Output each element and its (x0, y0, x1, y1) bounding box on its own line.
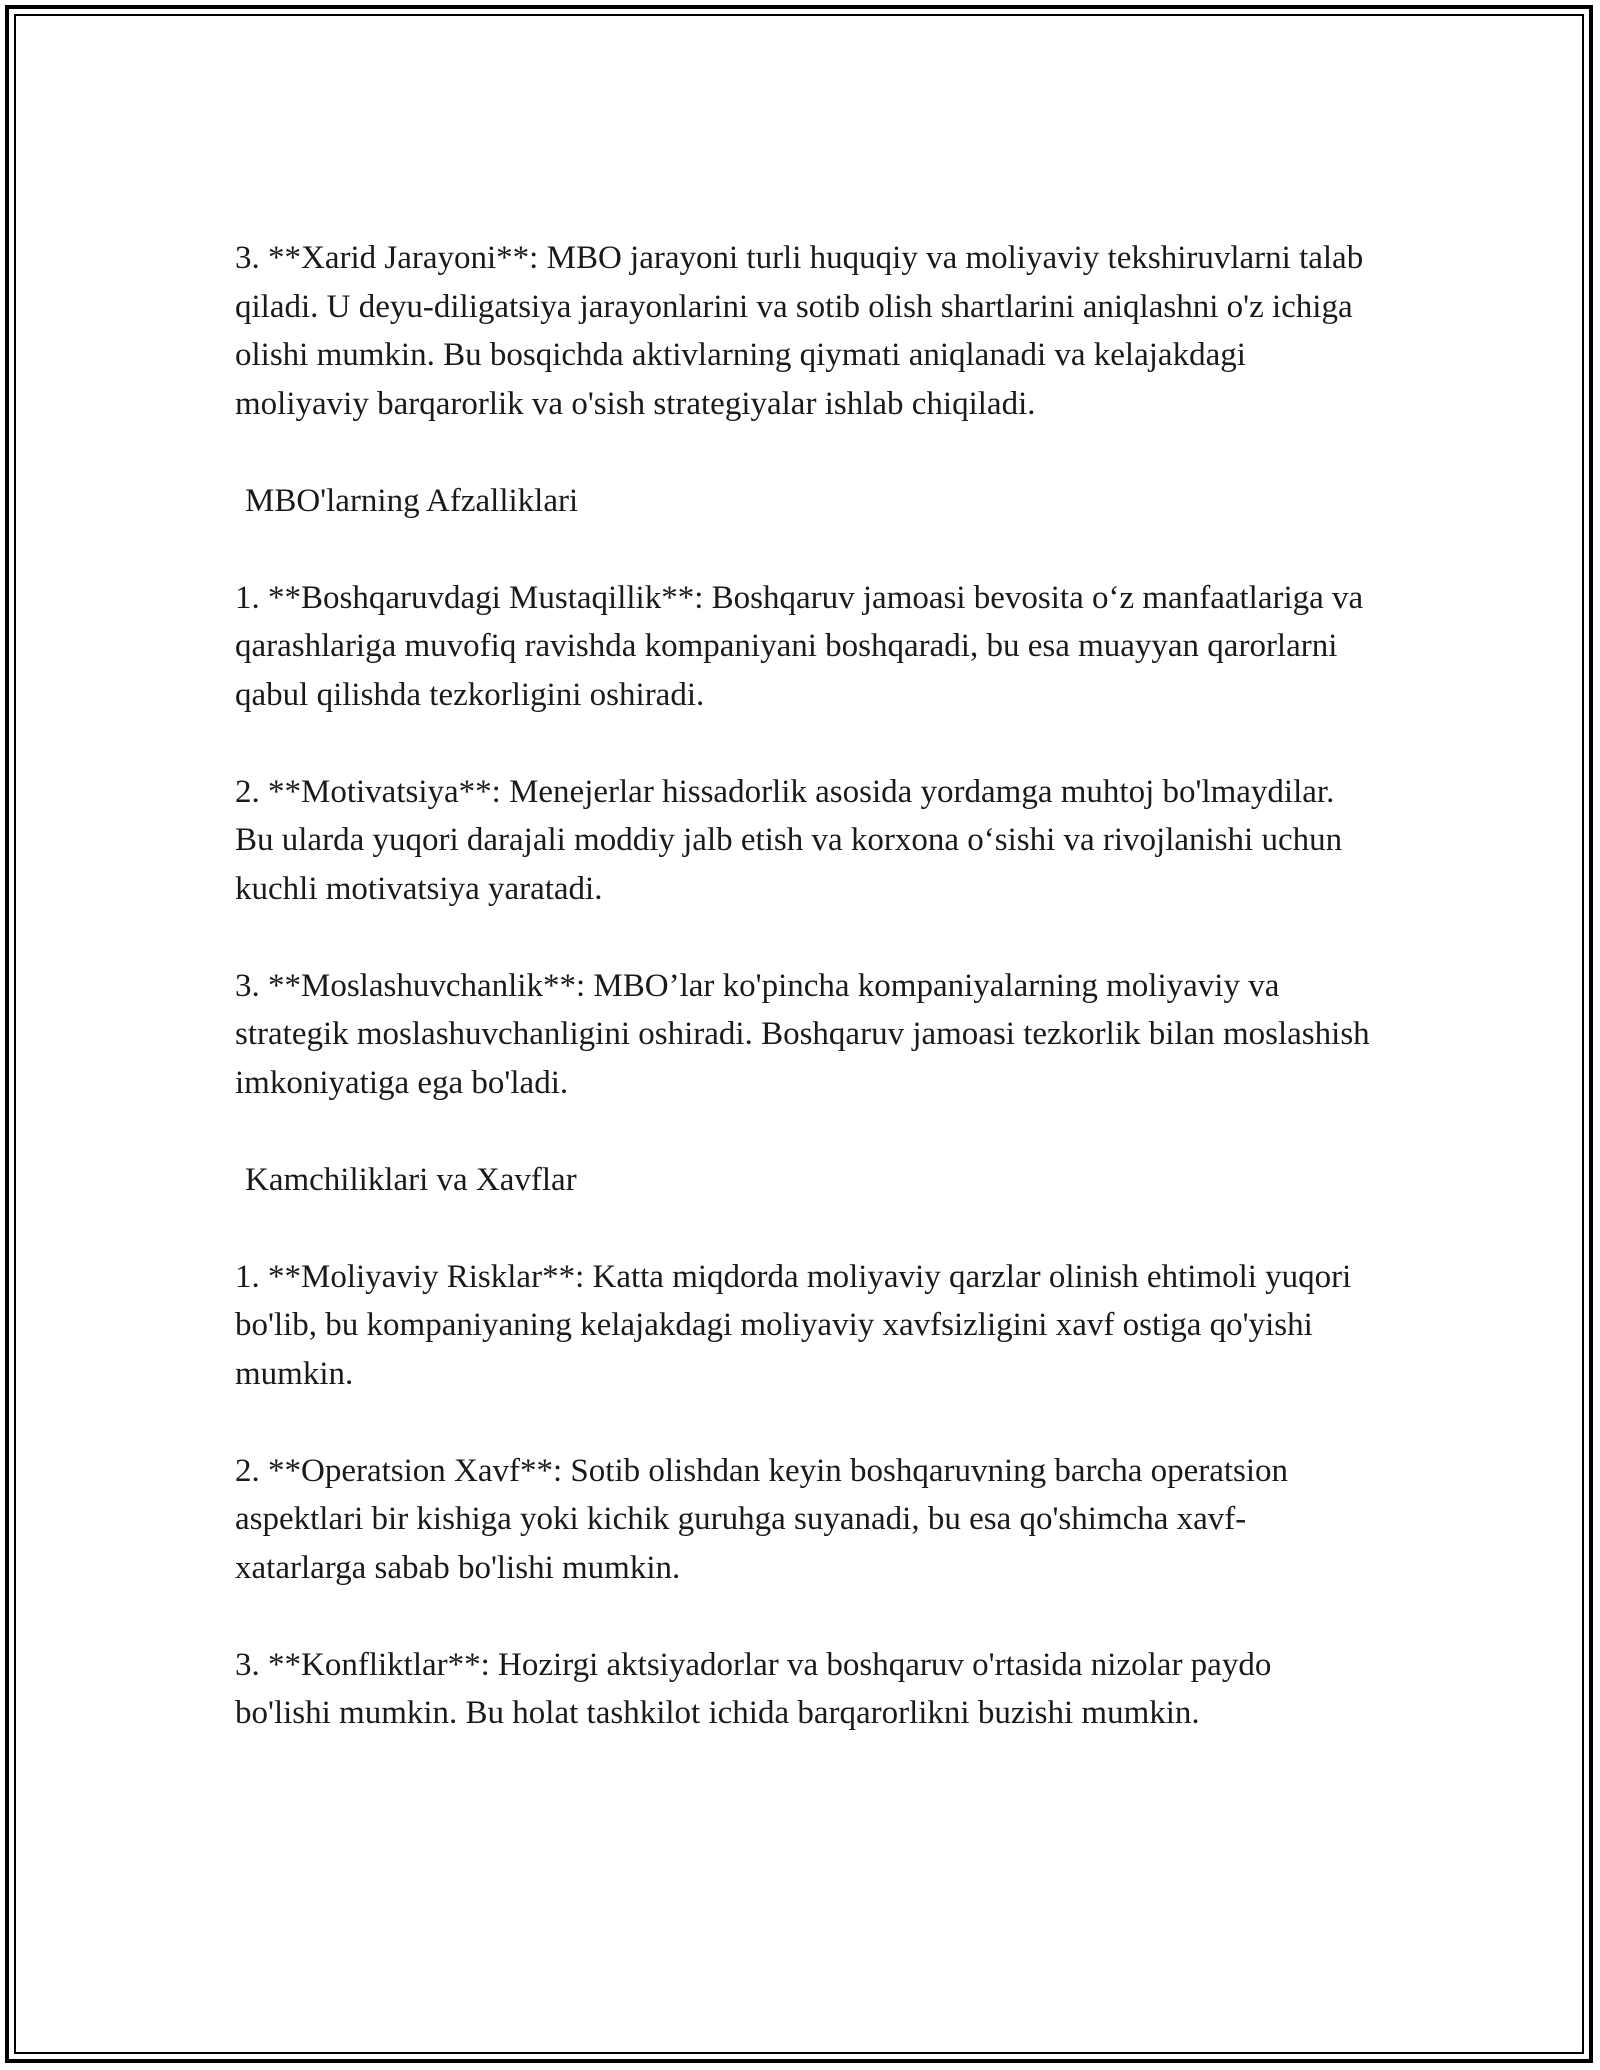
paragraph-operatsion-xavf: 2. **Operatsion Xavf**: Sotib olishdan keyin boshqaruvning barcha operatsion aspektlari bir kishiga yoki kichik guruhga suyanadi, bu esa qo'shimcha xavf-xatarlarga sabab bo'lishi mumkin. (235, 1452, 1289, 1586)
document-body (235, 234, 1375, 1786)
paragraph-boshqaruvdagi-mustaqillik: 1. **Boshqaruvdagi Mustaqillik**: Boshqaruv jamoasi bevosita o‘z manfaatlariga va qarashlariga muvofiq ravishda kompaniyani boshqaradi, bu esa muayyan qarorlarni qabul qilishda tezkorligini oshiradi. (235, 579, 1364, 713)
paragraph-xarid-jarayoni: 3. **Xarid Jarayoni**: MBO jarayoni turli huquqiy va moliyaviy tekshiruvlarni talab qiladi. U deyu-diligatsiya jarayonlarini va sotib olish shartlarini aniqlashni o'z ichiga olishi mumkin. Bu bosqichda aktivlarning qiymati aniqlanadi va kelajakdagi moliyaviy barqarorlik va o'sish strategiyalar ishlab chiqiladi. (235, 240, 1364, 422)
paragraph-moslashuvchanlik: 3. **Moslashuvchanlik**: MBO’lar ko'pincha kompaniyalarning moliyaviy va strategik moslashuvchanligini oshiradi. Boshqaruv jamoasi tezkorlik bilan moslashish imkoniyatiga ega bo'ladi. (235, 967, 1370, 1101)
section-heading-afzalliklari: MBO'larning Afzalliklari (245, 482, 579, 519)
paragraph-konfliktlar: 3. **Konfliktlar**: Hozirgi aktsiyadorlar va boshqaruv o'rtasida nizolar paydo bo'lishi mumkin. Bu holat tashkilot ichida barqarorlikni buzishi mumkin. (235, 1646, 1272, 1731)
paragraph-motivatsiya: 2. **Motivatsiya**: Menejerlar hissadorlik asosida yordamga muhtoj bo'lmaydilar. Bu ularda yuqori darajali moddiy jalb etish va korxona o‘sishi va rivojlanishi uchun kuchli motivatsiya yaratadi. (235, 773, 1343, 907)
section-heading-kamchiliklari: Kamchiliklari va Xavflar (245, 1161, 577, 1198)
paragraph-moliyaviy-risklar: 1. **Moliyaviy Risklar**: Katta miqdorda moliyaviy qarzlar olinish ehtimoli yuqori bo'lib, bu kompaniyaning kelajakdagi moliyaviy xavfsizligini xavf ostiga qo'yishi mumkin. (235, 1258, 1352, 1392)
